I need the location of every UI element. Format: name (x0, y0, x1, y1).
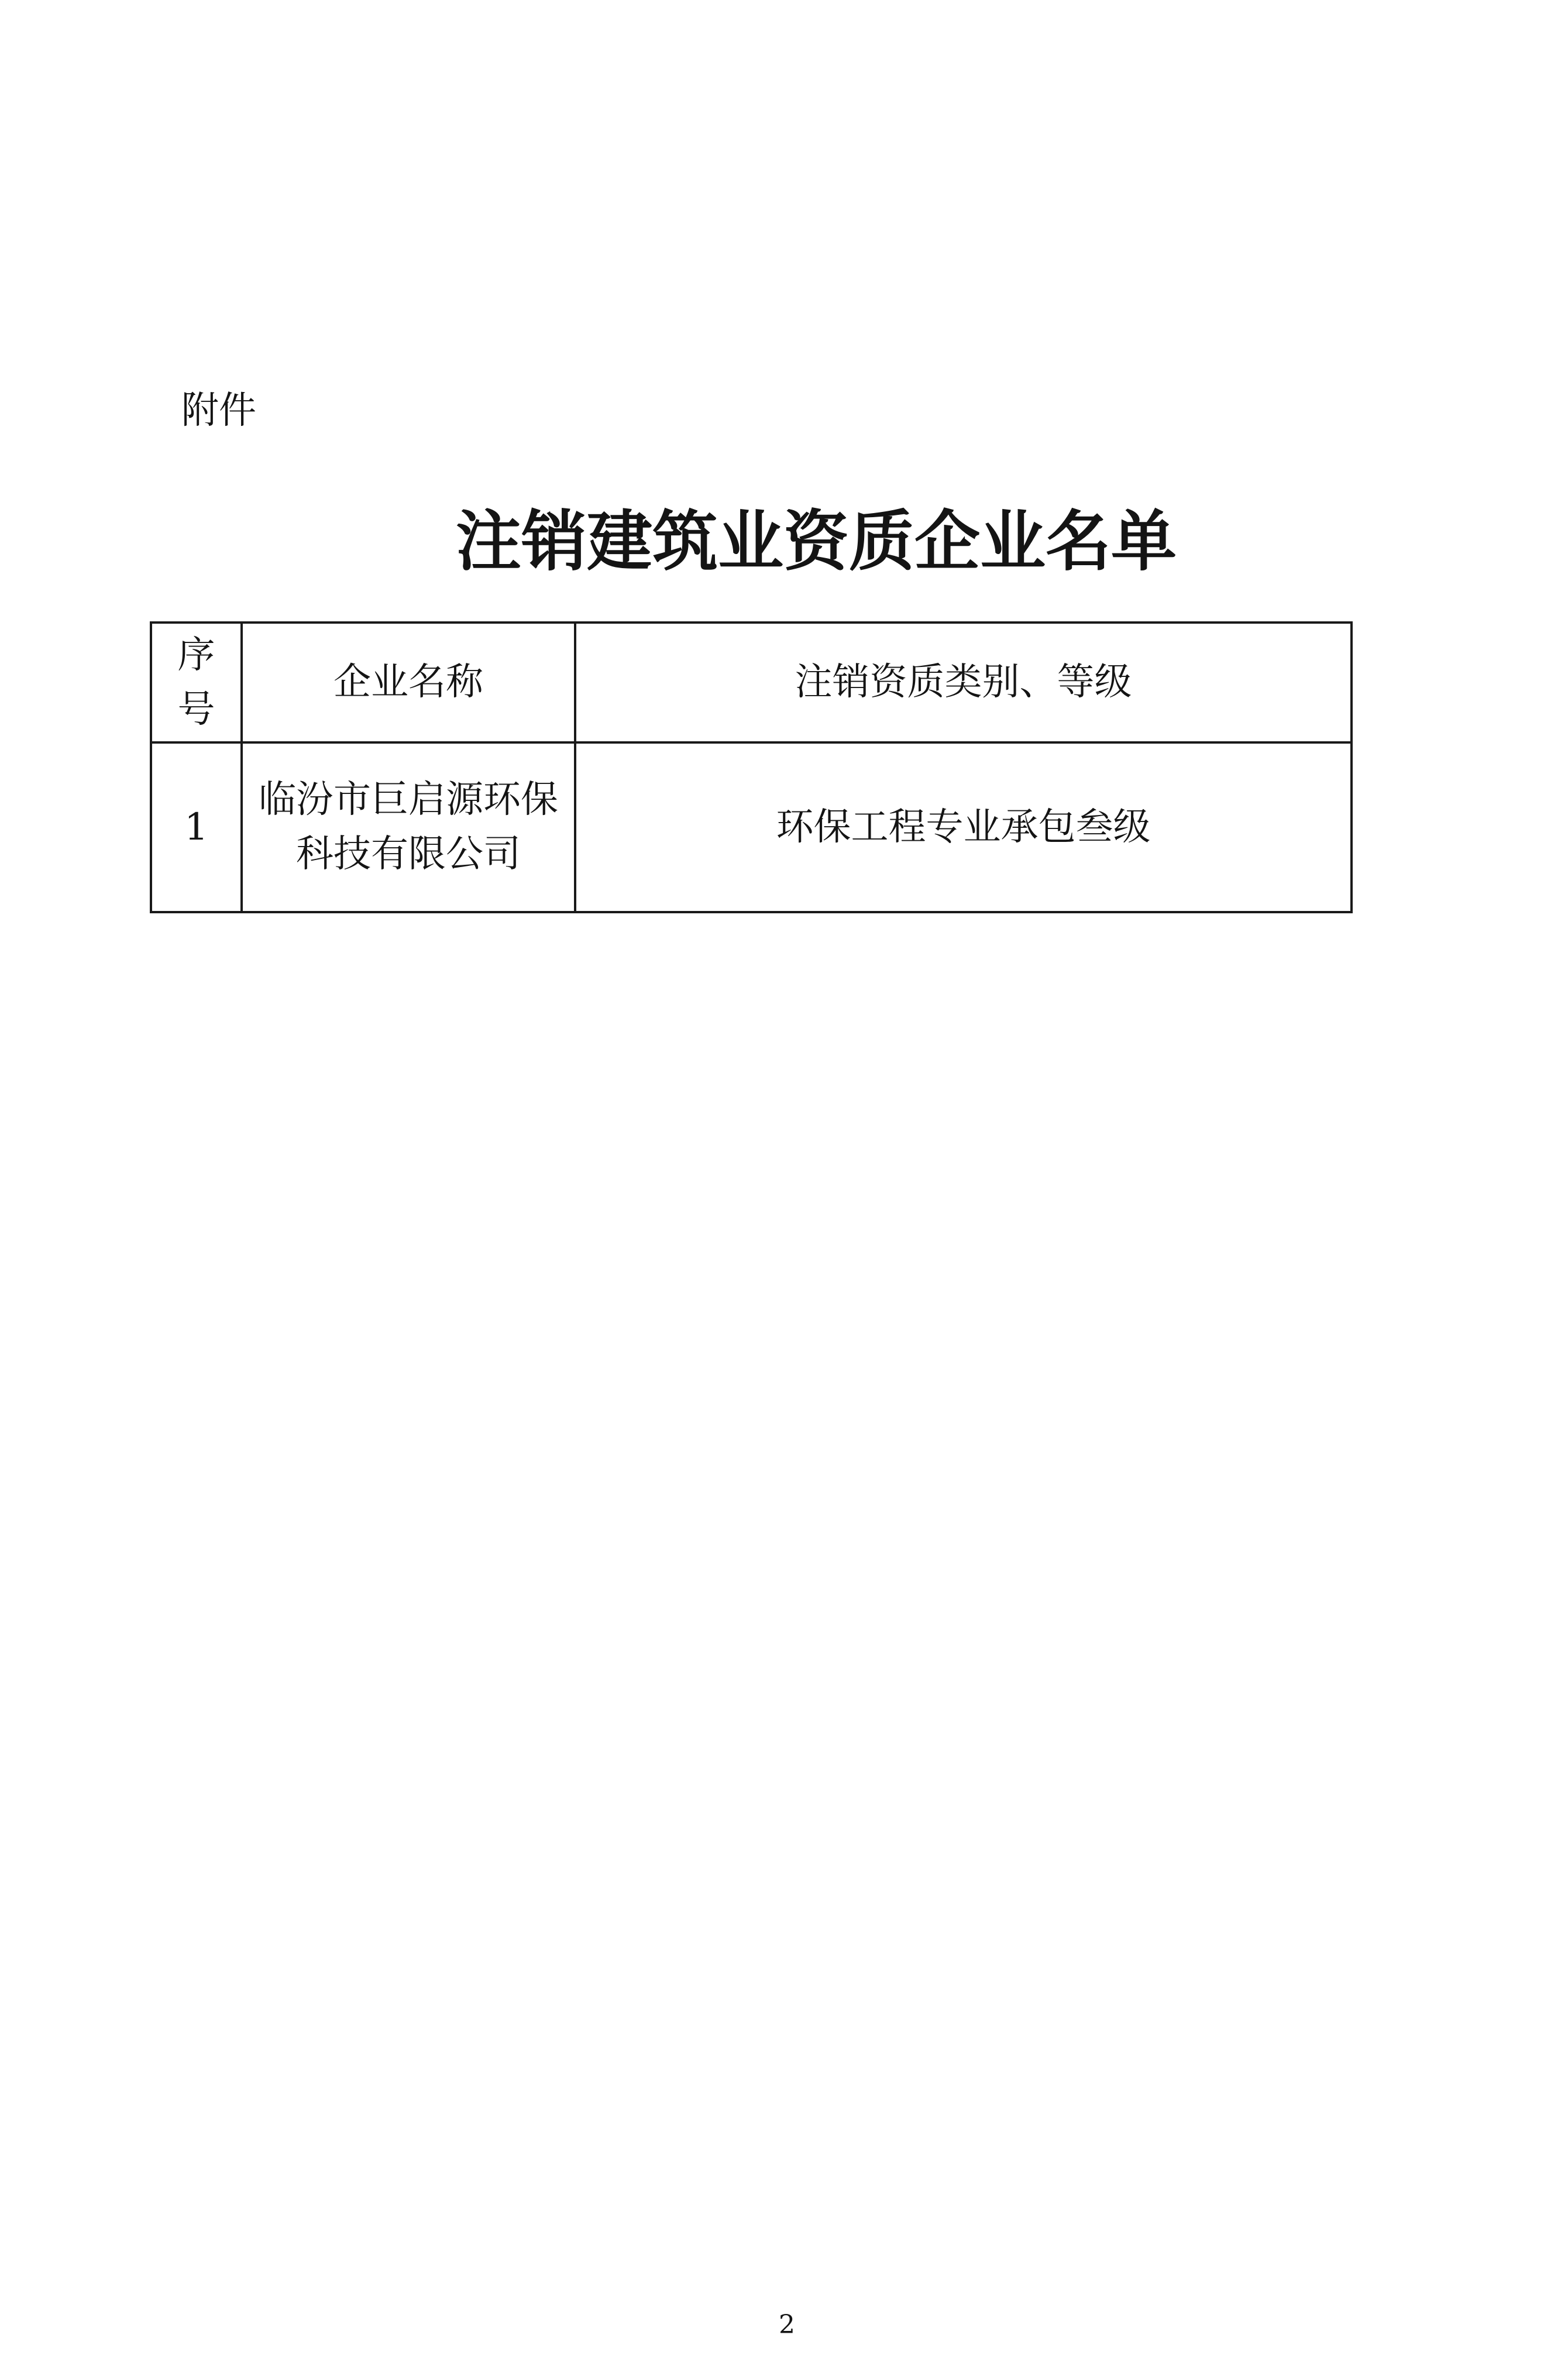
cell-qualification: 环保工程专业承包叁级 (575, 742, 1352, 912)
header-qualification: 注销资质类别、等级 (575, 623, 1352, 742)
table-row (151, 742, 1352, 912)
header-enterprise-name: 企业名称 (242, 623, 575, 742)
page-number: 2 (779, 2310, 795, 2340)
cell-seq: 1 (151, 742, 242, 912)
enterprise-table (150, 621, 1353, 913)
cell-enterprise-name: 临汾市巨启源环保科技有限公司 (242, 742, 575, 912)
header-seq: 序号 (151, 623, 242, 742)
attachment-label: 附件 (181, 389, 256, 432)
table-header-row (151, 623, 1352, 742)
document-title: 注销建筑业资质企业名单 (456, 504, 1177, 580)
